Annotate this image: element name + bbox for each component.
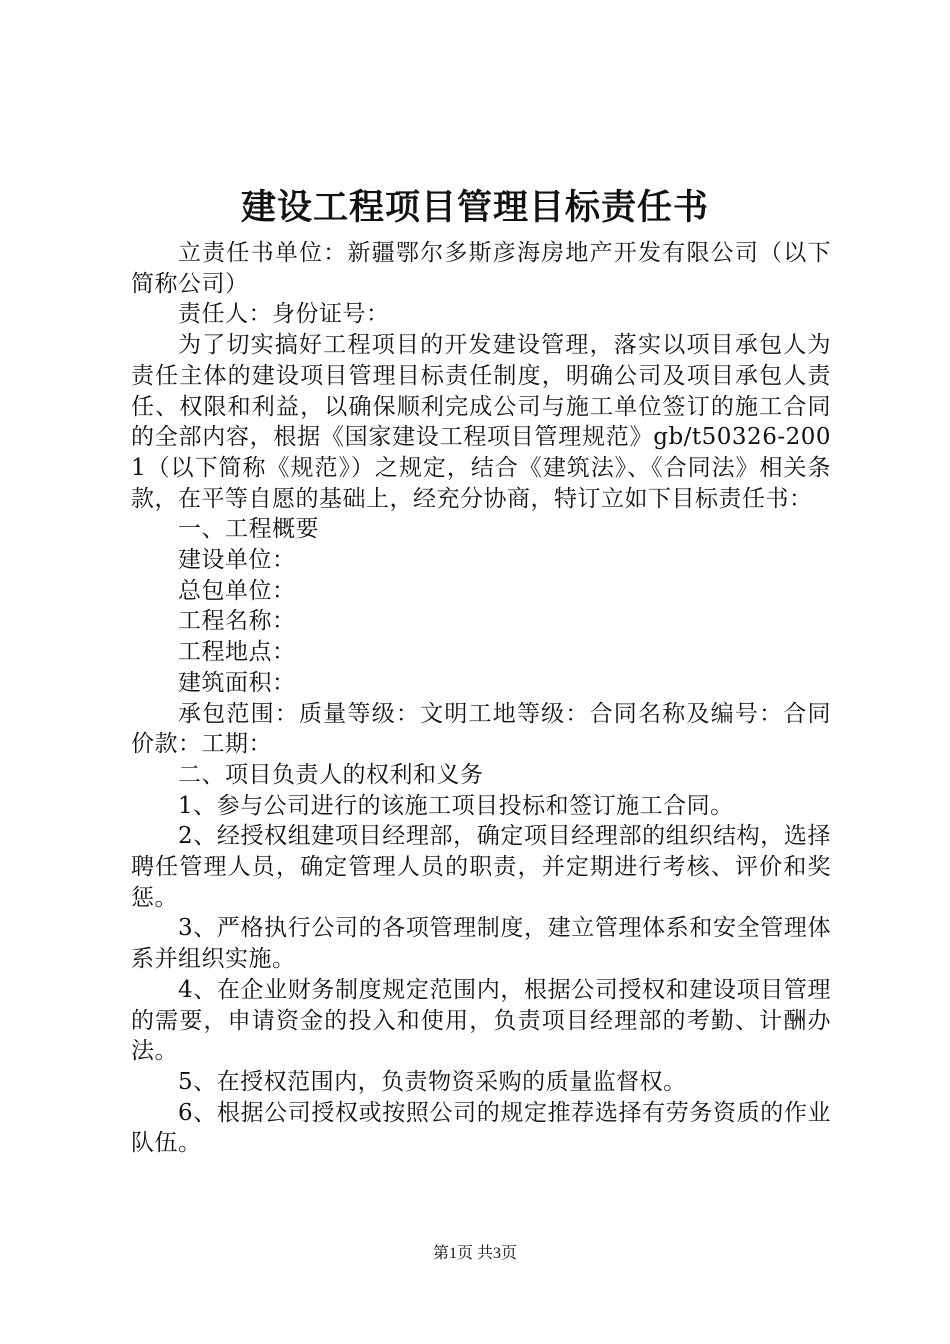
section2-item: 5、在授权范围内，负责物资采购的质量监督权。	[178, 1068, 687, 1095]
section2-item: 4、在企业财务制度规定范围内，根据公司授权和建设项目管理的需要，申请资金的投入和使用，负责项目经理部的考勤、计酬办法。	[131, 976, 831, 1065]
section2-heading: 二、项目负责人的权利和义务	[178, 761, 484, 788]
field-building-area: 建筑面积：	[178, 669, 296, 696]
document-body	[131, 238, 831, 1159]
field-general-contractor: 总包单位：	[178, 577, 296, 604]
section1-heading: 一、工程概要	[178, 516, 319, 543]
unit-line: 立责任书单位：新疆鄂尔多斯彦海房地产开发有限公司（以下简称公司）	[131, 240, 831, 297]
section2-item: 2、经授权组建项目经理部，确定项目经理部的组织结构，选择聘任管理人员，确定管理人员的职责，并定期进行考核、评价和奖惩。	[131, 823, 831, 911]
purpose-paragraph: 为了切实搞好工程项目的开发建设管理，落实以项目承包人为责任主体的建设项目管理目标责任制度，明确公司及项目承包人责任、权限和利益，以确保顺利完成公司与施工单位签订的施工合同的全部内容，根据《国家建设工程项目管理规范》gb/t50326-2001（以下简称《规范》）之规定，结合《建筑法》、《合同法》相关条款，在平等自愿的基础上，经充分协商，特订立如下目标责任书：	[131, 332, 831, 512]
contract-line: 承包范围：质量等级：文明工地等级：合同名称及编号：合同价款：工期：	[131, 700, 831, 758]
document-title: 建设工程项目管理目标责任书	[240, 188, 709, 228]
section2-item: 3、严格执行公司的各项管理制度，建立管理体系和安全管理体系并组织实施。	[131, 915, 831, 973]
responsible-line: 责任人：身份证号：	[178, 301, 390, 328]
field-project-location: 工程地点：	[178, 639, 296, 666]
field-build-unit: 建设单位：	[178, 547, 296, 574]
page-footer: 第1页 共3页	[432, 1245, 517, 1262]
section2-item: 1、参与公司进行的该施工项目投标和签订施工合同。	[178, 792, 734, 819]
section2-item: 6、根据公司授权或按照公司的规定推荐选择有劳务资质的作业队伍。	[131, 1099, 831, 1157]
field-project-name: 工程名称：	[178, 608, 296, 635]
